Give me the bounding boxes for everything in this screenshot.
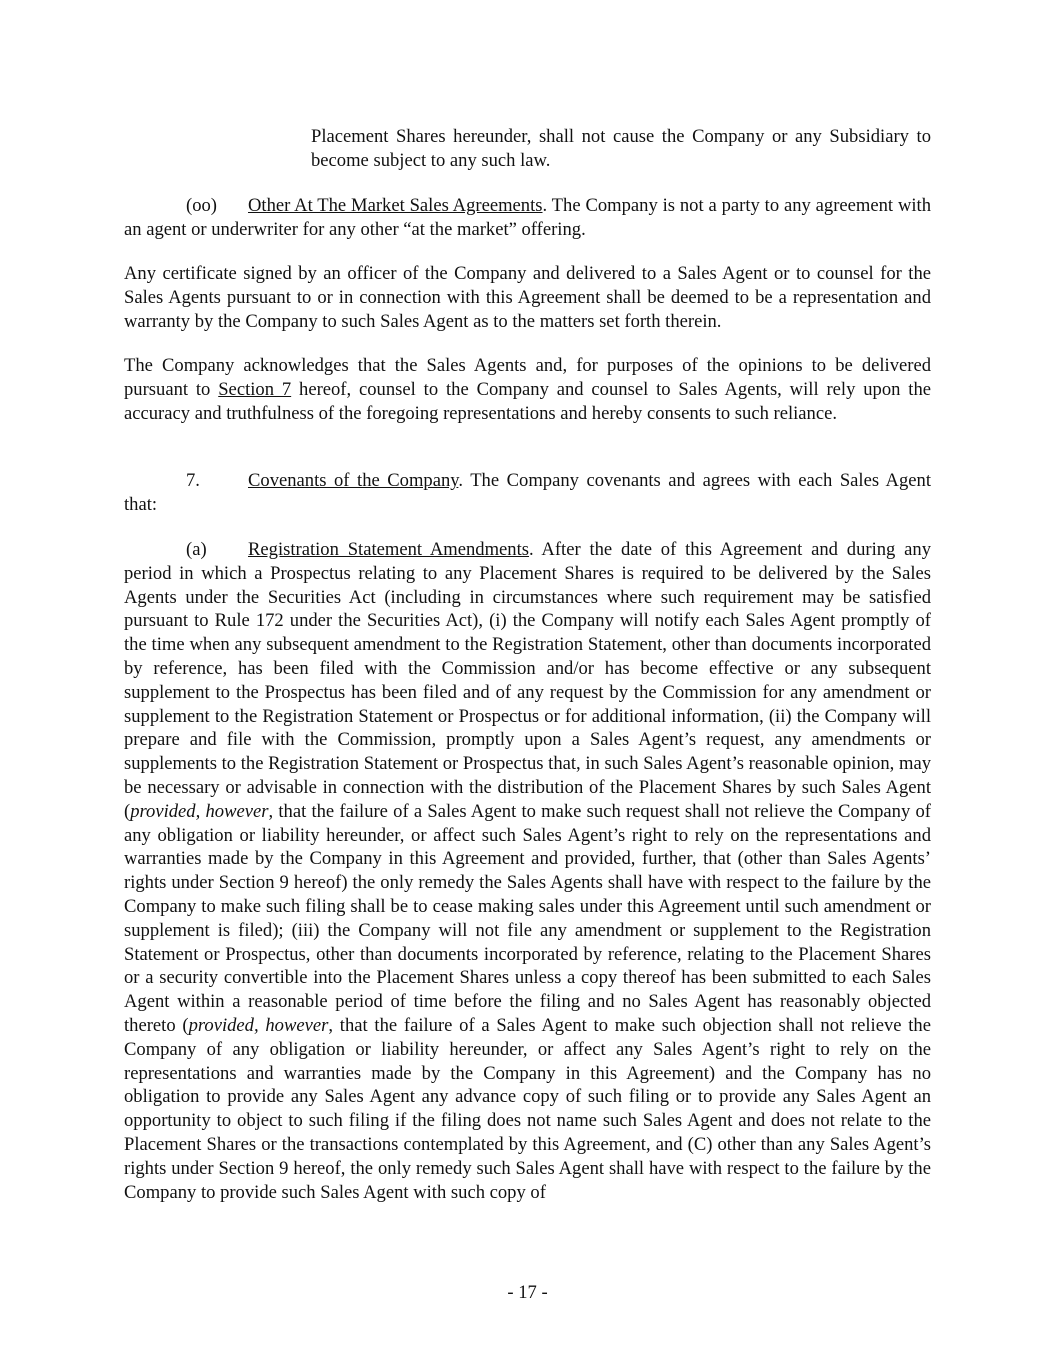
section-oo-text: . The Company is not a party to any agreement with an agent or underwriter for any other “at the market” offering.	[124, 195, 932, 240]
certificate-paragraph: Any certificate signed by an officer of the Company and delivered to a Sales Agent or to counsel for the Sales Agents pursuant to or in connection with this Agreement shall be deemed to be a representation and warranty by the Company to such Sales Agent as to the matters set forth therein.	[124, 263, 931, 332]
section-7-paragraph	[124, 469, 931, 517]
section-a-number: (a)	[186, 539, 207, 560]
acknowledgement-paragraph: The Company acknowledges that the Sales Agents and, for purposes of the opinions to be delivered pursuant to Section 7 hereof, counsel to the Company and counsel to Sales Agents, will rely upon the accuracy and truthfulness of the foregoing representations and hereby consents to such reliance.	[124, 355, 931, 424]
section-a-paragraph: (a) Registration Statement Amendments. After the date of this Agreement and during any period in which a Prospectus relating to any Placement Shares is required to be delivered by the Sales Agents under the Securities Act (including in circumstances where such requirement may be satisfied pursuant to Rule 172 under the Securities Act), (i) the Company will notify each Sales Agent promptly of the time when any subsequent amendment to the Registration Statement, other than documents incorporated by reference, has been filed with the Commission and/or has become effective or any subsequent supplement to the Prospectus has been filed and of any request by the Commission for any amendment or supplement to the Registration Statement or Prospectus or for additional information, (ii) the Company will prepare and file with the Commission, promptly upon a Sales Agent’s request, any amendments or supplements to the Registration Statement or Prospectus that, in such Sales Agent’s reasonable opinion, may be necessary or advisable in connection with the distribution of the Placement Shares by such Sales Agent (provided, however, that the failure of a Sales Agent to make such request shall not relieve the Company of any obligation or liability hereunder, or affect such Sales Agent’s right to rely on the representations and warranties made by the Company in this Agreement and provided, further, that (other than Sales Agents’ rights under Section 9 hereof) the only remedy the Sales Agents shall have with respect to the failure by the Company to make such filing shall be to cease making sales under this Agreement until such amendment or supplement is filed); (iii) the Company will not file any amendment or supplement to the Registration Statement or Prospectus, other than documents incorporated by reference, relating to the Placement Shares or a security convertible into the Placement Shares unless a copy thereof has been submitted to each Sales Agent within a reasonable period of time before the filing and no Sales Agent has reasonably objected thereto (provided, however, that the failure of a Sales Agent to make such objection shall not relieve the Company of any obligation or liability hereunder, or affect any Sales Agent’s right to rely on the representations and warranties made by the Company in this Agreement) and the Company has no obligation to provide any Sales Agent any advance copy of such filing or to provide any Sales Agent an opportunity to object to such filing if the filing does not name such Sales Agent and does not relate to the Placement Shares or the transactions contemplated by this Agreement, and (C) other than any Sales Agent’s rights under Section 9 hereof, the only remedy such Sales Agent shall have with respect to the failure by the Company to provide such Sales Agent with such copy of	[124, 539, 931, 1203]
section-7-text: . The Company covenants and agrees with each Sales Agent that:	[124, 470, 931, 515]
page-number: - 17 -	[507, 1282, 548, 1303]
section-7-reference: Section 7	[218, 378, 292, 400]
section-oo-heading: Other At The Market Sales Agreements	[248, 195, 543, 216]
section-7-number: 7.	[186, 470, 200, 491]
section-oo-number: (oo)	[186, 195, 217, 216]
section-oo-paragraph	[124, 194, 931, 242]
proviso-italic: provided, however	[130, 800, 269, 822]
proviso-italic: provided, however	[188, 1014, 329, 1036]
section-a-heading: Registration Statement Amendments	[248, 539, 529, 560]
section-7-heading: Covenants of the Company	[248, 470, 459, 491]
continued-paragraph: Placement Shares hereunder, shall not cause the Company or any Subsidiary to become subject to any such law.	[311, 126, 931, 171]
